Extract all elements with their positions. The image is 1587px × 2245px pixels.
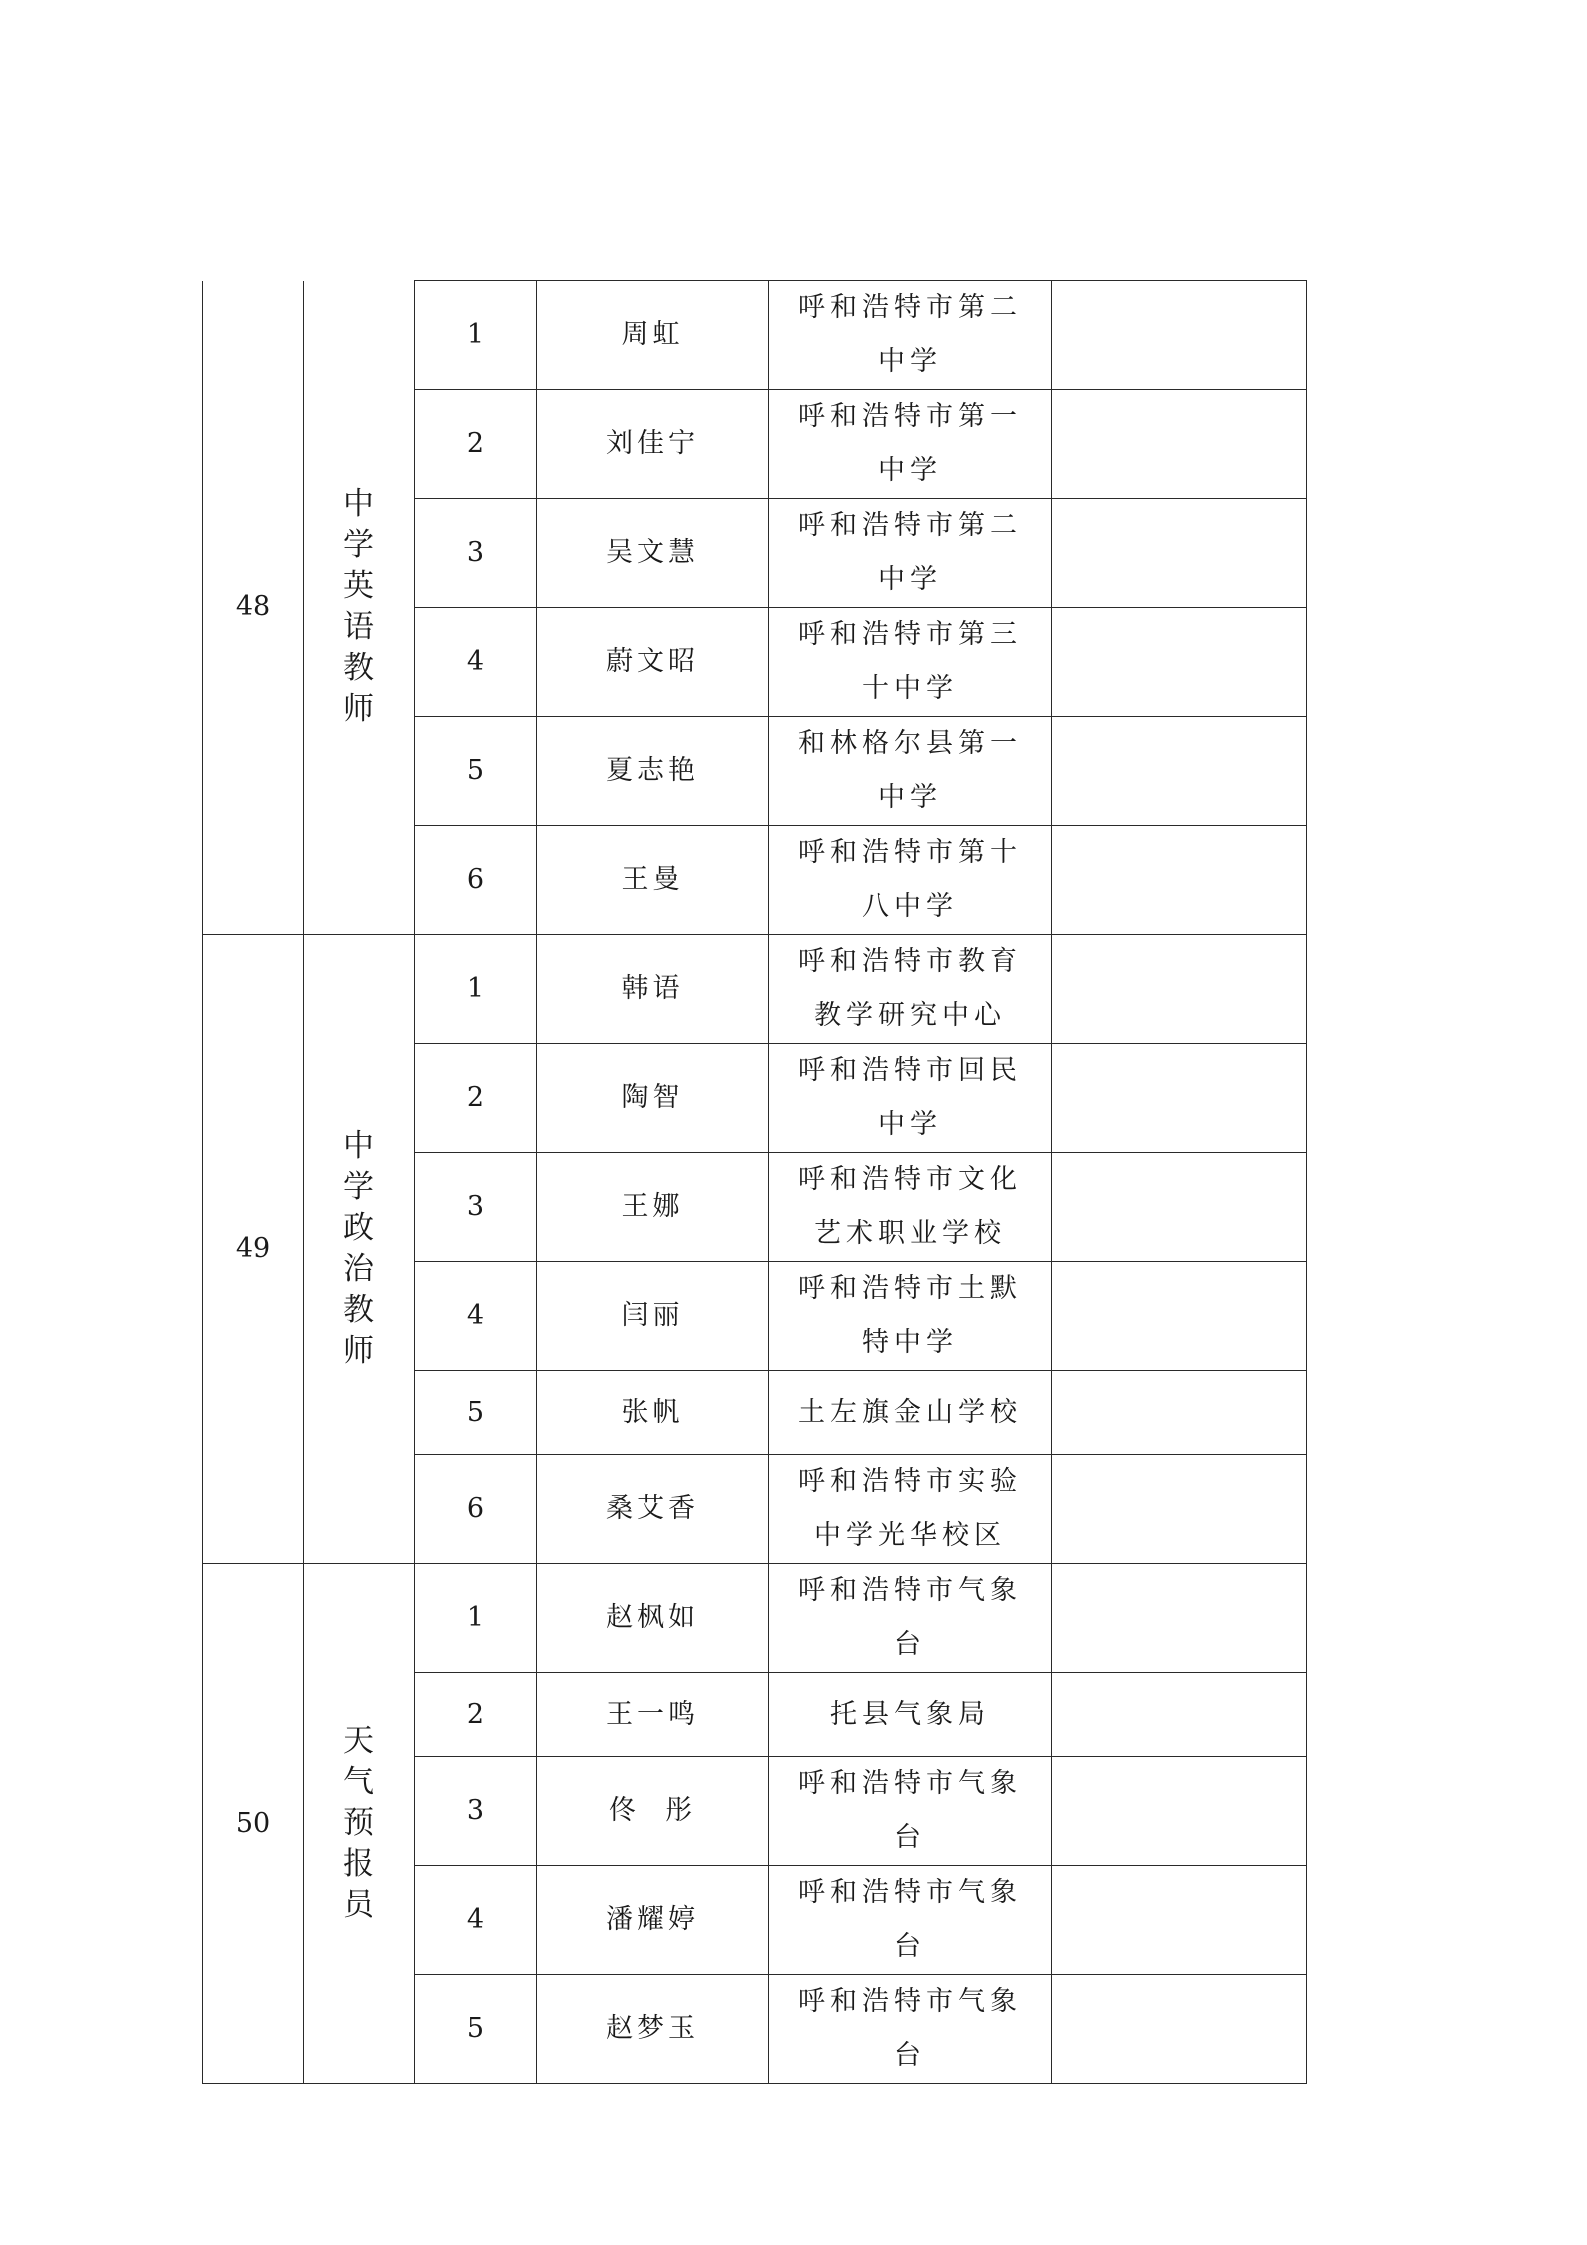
category-label: 中学英语教师 — [343, 486, 375, 728]
work-unit — [769, 499, 1052, 608]
work-unit-text: 呼和浩特市第十八中学 — [798, 837, 1022, 922]
work-unit — [769, 1455, 1052, 1564]
work-unit — [769, 826, 1052, 935]
category-label: 中学政治教师 — [343, 1128, 375, 1369]
person-name: 王娜 — [537, 1153, 769, 1262]
row-index: 2 — [415, 1673, 537, 1757]
remarks-cell — [1052, 717, 1307, 826]
remarks-cell — [1052, 1866, 1307, 1975]
work-unit — [769, 390, 1052, 499]
remarks-cell — [1052, 390, 1307, 499]
group-category-cell — [304, 1564, 415, 2084]
row-index: 1 — [415, 935, 537, 1044]
work-unit-text: 呼和浩特市气象台 — [798, 1575, 1022, 1660]
work-unit — [769, 1564, 1052, 1673]
remarks-cell — [1052, 499, 1307, 608]
remarks-cell — [1052, 935, 1307, 1044]
remarks-cell — [1052, 1673, 1307, 1757]
person-name: 桑艾香 — [537, 1455, 769, 1564]
person-name: 陶智 — [537, 1044, 769, 1153]
work-unit — [769, 1371, 1052, 1455]
person-name: 闫丽 — [537, 1262, 769, 1371]
work-unit — [769, 1866, 1052, 1975]
row-index: 5 — [415, 1975, 537, 2084]
remarks-cell — [1052, 1153, 1307, 1262]
person-name: 夏志艳 — [537, 717, 769, 826]
table-row — [203, 935, 1307, 1044]
work-unit — [769, 1975, 1052, 2084]
row-index: 6 — [415, 826, 537, 935]
person-name: 王一鸣 — [537, 1673, 769, 1757]
remarks-cell — [1052, 1757, 1307, 1866]
row-index: 3 — [415, 499, 537, 608]
remarks-cell — [1052, 1975, 1307, 2084]
work-unit — [769, 608, 1052, 717]
work-unit — [769, 281, 1052, 390]
row-index: 3 — [415, 1153, 537, 1262]
table-row — [203, 1564, 1307, 1673]
category-label: 天气预报员 — [343, 1723, 375, 1923]
work-unit — [769, 1757, 1052, 1866]
group-category-cell — [304, 935, 415, 1564]
group-number-cell: 49 — [203, 935, 304, 1564]
row-index: 4 — [415, 608, 537, 717]
work-unit — [769, 1673, 1052, 1757]
group-number-cell: 50 — [203, 1564, 304, 2084]
remarks-cell — [1052, 1044, 1307, 1153]
work-unit-text: 呼和浩特市第一中学 — [798, 401, 1022, 486]
remarks-cell — [1052, 826, 1307, 935]
remarks-cell — [1052, 608, 1307, 717]
person-name: 潘耀婷 — [537, 1866, 769, 1975]
row-index: 1 — [415, 1564, 537, 1673]
person-name: 张帆 — [537, 1371, 769, 1455]
row-index: 1 — [415, 281, 537, 390]
work-unit — [769, 935, 1052, 1044]
row-index: 4 — [415, 1866, 537, 1975]
person-name: 赵枫如 — [537, 1564, 769, 1673]
work-unit — [769, 1153, 1052, 1262]
remarks-cell — [1052, 1371, 1307, 1455]
group-category-cell — [304, 281, 415, 935]
person-name: 刘佳宁 — [537, 390, 769, 499]
work-unit-text: 呼和浩特市土默特中学 — [798, 1273, 1022, 1358]
remarks-cell — [1052, 281, 1307, 390]
row-index: 2 — [415, 1044, 537, 1153]
work-unit-text: 呼和浩特市气象台 — [798, 1768, 1022, 1853]
work-unit — [769, 1044, 1052, 1153]
work-unit-text: 托县气象局 — [830, 1698, 990, 1730]
remarks-cell — [1052, 1455, 1307, 1564]
work-unit-text: 呼和浩特市第三十中学 — [798, 619, 1022, 704]
person-name: 赵梦玉 — [537, 1975, 769, 2084]
work-unit-text: 呼和浩特市实验中学光华校区 — [798, 1466, 1022, 1551]
award-list-table — [202, 280, 1307, 2084]
work-unit-text: 土左旗金山学校 — [798, 1396, 1022, 1428]
person-name: 蔚文昭 — [537, 608, 769, 717]
work-unit-text: 呼和浩特市第二中学 — [798, 510, 1022, 595]
work-unit-text: 和林格尔县第一中学 — [798, 728, 1022, 813]
work-unit-text: 呼和浩特市气象台 — [798, 1986, 1022, 2071]
person-name: 韩语 — [537, 935, 769, 1044]
work-unit-text: 呼和浩特市气象台 — [798, 1877, 1022, 1962]
row-index: 2 — [415, 390, 537, 499]
work-unit-text: 呼和浩特市文化艺术职业学校 — [798, 1164, 1022, 1249]
row-index: 3 — [415, 1757, 537, 1866]
person-name: 佟 彤 — [537, 1757, 769, 1866]
work-unit-text: 呼和浩特市第二中学 — [798, 292, 1022, 377]
work-unit — [769, 1262, 1052, 1371]
person-name: 周虹 — [537, 281, 769, 390]
person-name: 王曼 — [537, 826, 769, 935]
row-index: 6 — [415, 1455, 537, 1564]
row-index: 4 — [415, 1262, 537, 1371]
row-index: 5 — [415, 1371, 537, 1455]
table-row — [203, 281, 1307, 390]
group-number-cell: 48 — [203, 281, 304, 935]
row-index: 5 — [415, 717, 537, 826]
remarks-cell — [1052, 1262, 1307, 1371]
work-unit-text: 呼和浩特市回民中学 — [798, 1055, 1022, 1140]
work-unit-text: 呼和浩特市教育教学研究中心 — [798, 946, 1022, 1031]
remarks-cell — [1052, 1564, 1307, 1673]
person-name: 吴文慧 — [537, 499, 769, 608]
work-unit — [769, 717, 1052, 826]
